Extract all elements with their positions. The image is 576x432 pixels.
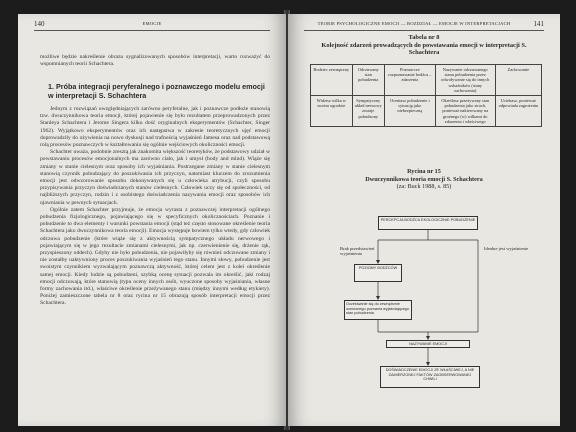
diagram-box-perception: PERCEPCJA BODŹCA EKOLOGICZNIE POBUDZENIE (378, 216, 478, 230)
table-title: Tabela nr 8 (408, 34, 440, 41)
table-cell: Uciekasz, ponieważ odpowiada zagrożeniu (495, 96, 541, 127)
table-cell: Sympatyczny układ nerwowy zostaje pobudzony (352, 96, 384, 127)
intro-paragraph: możliwe będzie nakreślenie obrazu sygnalizowanych sposobów interpretacji, warto rozważyć do wspomnianych teorii Schachtera. (40, 54, 270, 68)
table-header-cell: Poznawcze rozpoznawanie bodźca – zdarzenia (384, 65, 435, 96)
diagram-box-labeling: NAZYWANIE EMOCJI (386, 340, 470, 348)
left-running-head (34, 20, 270, 31)
left-page (18, 14, 286, 426)
diagram-box-experience: DOŚWIADCZENIE EMOCJI ZE WŁAŚCIWEJ, A NIE ZAMIERZONEJ FAKTÓW ZAOBSERWOWANEJ CHWILI (380, 366, 480, 388)
table-cell: Oceniasz pobudzenie i sytuację jako niebezpieczną (384, 96, 435, 127)
right-page (288, 14, 560, 426)
diagram-label-explanation: Idealne jest wyjaśnienie (484, 246, 529, 251)
table-header-cell: Bodziec zewnętrzny (311, 65, 353, 96)
table-header-cell: Zachowanie (495, 65, 541, 96)
body-paragraph: Schachter uważa, podobnie zresztą jak znakomita większość teoretyków, że podstawowy udział w powstawaniu procesów emocjonalnych ma zarówno ciało, jak i umysł (body and mind). Wiąże się zmiany w stanie cielesnym oraz sposoby ich wyjaśniania. Postrzegane zmiany w stanie cielesnym stanowią czynnik pobudzający do poszukiwania ich przyczyn, natomiast kluczem do zrozumienia emocji jest odwzorowanie sposobu dokonywanych się u człowieka atrybucji, czyli sposobu przypisywania przyczyn doświadczanych stanów cielesnych. Człowiek uczy się od społeczności, od najbliższych przyczyn, rodzin i z osobistego doświadczenia nazywania emocji oraz sposobów ich ujawniania w pewnych sytuacjach. (40, 149, 270, 206)
table-cell: Widzisz wilka w swoim ogrodzie (311, 96, 353, 127)
figure-subtitle: Dwuczynnikowa teoria emocji S. Schachtera (365, 175, 483, 183)
body-paragraph: Ogólnie zatem Schachter przyjmuje, że emocja wyrasta z poznawczej interpretacji ogólnego pobudzenia fizjologicznego, pojawiającego się w specyficznych okolicznościach. Poznanie i pobudzenie to dwa elementy i warunki powstania emocji (stąd też często stosowane określenie teoria Schachtera jako dwuczynnikowa teoria emocji). Emocja występuje bowiem tylko wtedy, gdy człowiek odczuwa pobudzenie (które wiąże się z aktywnością sympatycznego układu nerwowego i pojawiającym się w jego rezultacie zmianami cielesnymi, jak np. czerwienienie się, drżenie rąk, przyspieszony oddech). Gdyby nie było pobudzenia, nie pojawiłyby się również odczuwane zmiany i nie zostałby uaktywniony proces poszukiwania wyjaśnień tego stanu. Innymi słowy, pobudzenie jest swoistym czynnikiem wyzwalającym poznawczą aktywność, której celem jest z kolei określenie samej emocji. Kiedy ludzie są pobudzeni, szybką ocenę sytuacji pozwala im określić, jaki rodzaj emocji odczuwają, które stanowią (typu oceny innych osób, wyuczone sposoby wyjaśniania, własne formy zachowania itd.), właściwe określenie przeżywanego stanu (między innymi według etykiety). Poniżej zamieszczone tabela nr 8 oraz rycina nr 15 obrazują sposób interpretacji emocji przez Schachtera. (40, 206, 270, 307)
diagram-label-no-explanation: Brak przedstawień wyjaśnienia (340, 246, 375, 257)
left-body-text (40, 106, 270, 308)
table-cell: Określasz przeżywany stan pobudzenia jako strach, ponieważ nakierowany na groźnego (w) wilkami do zdarzenia i właściwego (435, 96, 495, 127)
figure-title: Rycina nr 15 (407, 168, 441, 175)
diagram-box-arousal: POZIOMY BODŹCÓW (354, 264, 402, 282)
right-page-number: 141 (533, 20, 544, 28)
body-paragraph: Jednym z rozwiązań uwzględniających zarówno peryferalne, jak i poznawcze podłoże stanowią tzw. dwuczynnikowa teoria emocji, której pojawienie się było rezultatem przeprowadzonych przez Stanleya Schachtera i Jerome Singera kilku dość oryginalnych eksperymentów (Schachter, Singer 1962). Wyjątkowo eksperymentów oraz ich następstwa w zakresie teoretycznych ujęć emocji doprowadziły do ożywienia na nowo dyskusji nad trafnością wyjaśnień Jamesa oraz nad podstawową rolą procesów poznawczych w kształtowaniu się ogólnie wejściowych okoliczności emocji. (40, 106, 270, 149)
diagram-box-search: Oczekiwanie się do zewnętrznie ocenionego poznania wyjaśniającego stan pobudzenia (344, 300, 412, 320)
table-header-cell: Nazywanie odczuwanego stanu pobudzenia przez odwoływanie się do innych wskaźników (stany zachowania) (435, 65, 495, 96)
right-running-title: TEORIE PSYCHOLOGICZNE EMOCJI — ROZDZIAŁ — EMOCJE W INTERPRETACJACH (317, 21, 511, 26)
table-header-cell: Odczuwany stan pobudzenia (352, 65, 384, 96)
figure-source: (za: Buck 1988, s. 85) (396, 183, 452, 191)
left-page-number: 140 (34, 20, 45, 28)
table-subtitle: Kolejność zdarzeń prowadzących do powstawania emocji w interpretacji S. Schachtera (321, 41, 527, 57)
left-intro-text (40, 54, 270, 68)
left-running-title: EMOCJE (142, 21, 162, 26)
section-title: 1. Próba integracji peryferalnego i poznawczego modelu emocji w interpretacji S. Schachtera (48, 82, 265, 100)
